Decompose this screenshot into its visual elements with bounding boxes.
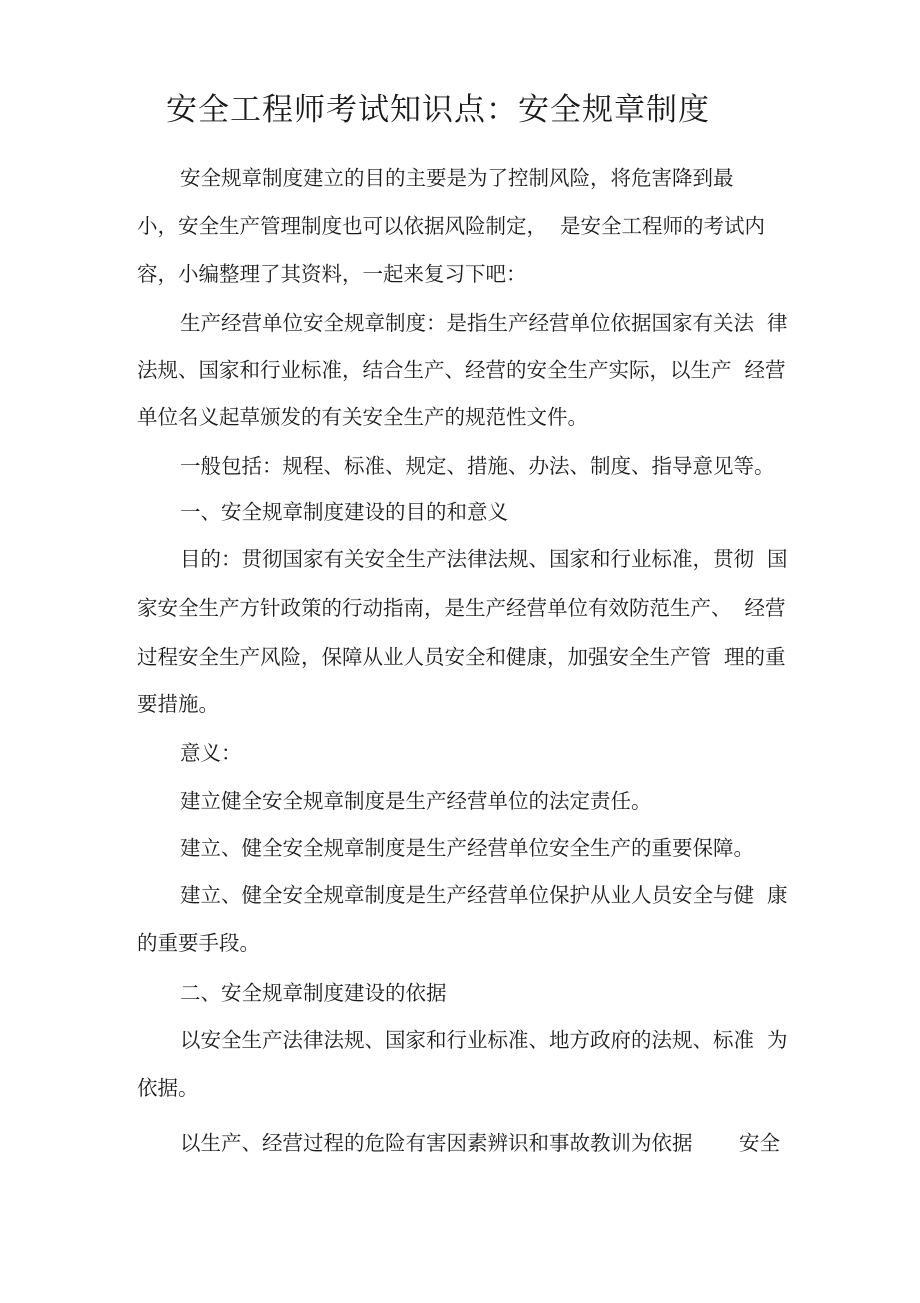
paragraph-line: 要措施。	[137, 692, 219, 716]
paragraph-line: 安全	[739, 1131, 780, 1155]
paragraph-line: 小，安全生产管理制度也可以依据风险制定， 是安全工程师的考试内	[137, 214, 766, 238]
section-heading: 一、安全规章制度建设的目的和意义	[180, 500, 508, 524]
paragraph-line: 安全规章制度建立的目的主要是为了控制风险，将危害降到最	[180, 166, 734, 190]
paragraph-line: 生产经营单位安全规章制度：是指生产经营单位依据国家有关法 律	[180, 311, 788, 335]
paragraph-line: 以生产、经营过程的危险有害因素辨识和事故教训为依据	[180, 1131, 693, 1155]
paragraph-line: 一般包括：规程、标准、规定、措施、办法、制度、指导意见等。	[180, 454, 775, 478]
paragraph-line: 建立、健全安全规章制度是生产经营单位安全生产的重要保障。	[180, 836, 754, 860]
section-heading: 二、安全规章制度建设的依据	[180, 981, 447, 1005]
paragraph-line: 容，小编整理了其资料，一起来复习下吧：	[137, 262, 527, 286]
paragraph-line: 法规、国家和行业标准，结合生产、经营的安全生产实际，以生产 经营	[137, 358, 786, 382]
paragraph-line: 意义：	[180, 741, 242, 765]
paragraph-line: 过程安全生产风险，保障从业人员安全和健康，加强安全生产管 理的重	[137, 645, 786, 669]
paragraph-line: 建立、健全安全规章制度是生产经营单位保护从业人员安全与健 康	[180, 883, 788, 907]
document-title: 安全工程师考试知识点：安全规章制度	[166, 92, 710, 128]
paragraph-line: 目的：贯彻国家有关安全生产法律法规、国家和行业标准，贯彻 国	[180, 547, 788, 571]
paragraph-line: 的重要手段。	[137, 931, 260, 955]
paragraph-line: 单位名义起草颁发的有关安全生产的规范性文件。	[137, 405, 588, 429]
paragraph-line: 建立健全安全规章制度是生产经营单位的法定责任。	[180, 789, 652, 813]
paragraph-line: 家安全生产方针政策的行动指南，是生产经营单位有效防范生产、 经营	[137, 596, 786, 620]
paragraph-line: 以安全生产法律法规、国家和行业标准、地方政府的法规、标准 为	[180, 1028, 788, 1052]
paragraph-line: 依据。	[137, 1076, 199, 1100]
